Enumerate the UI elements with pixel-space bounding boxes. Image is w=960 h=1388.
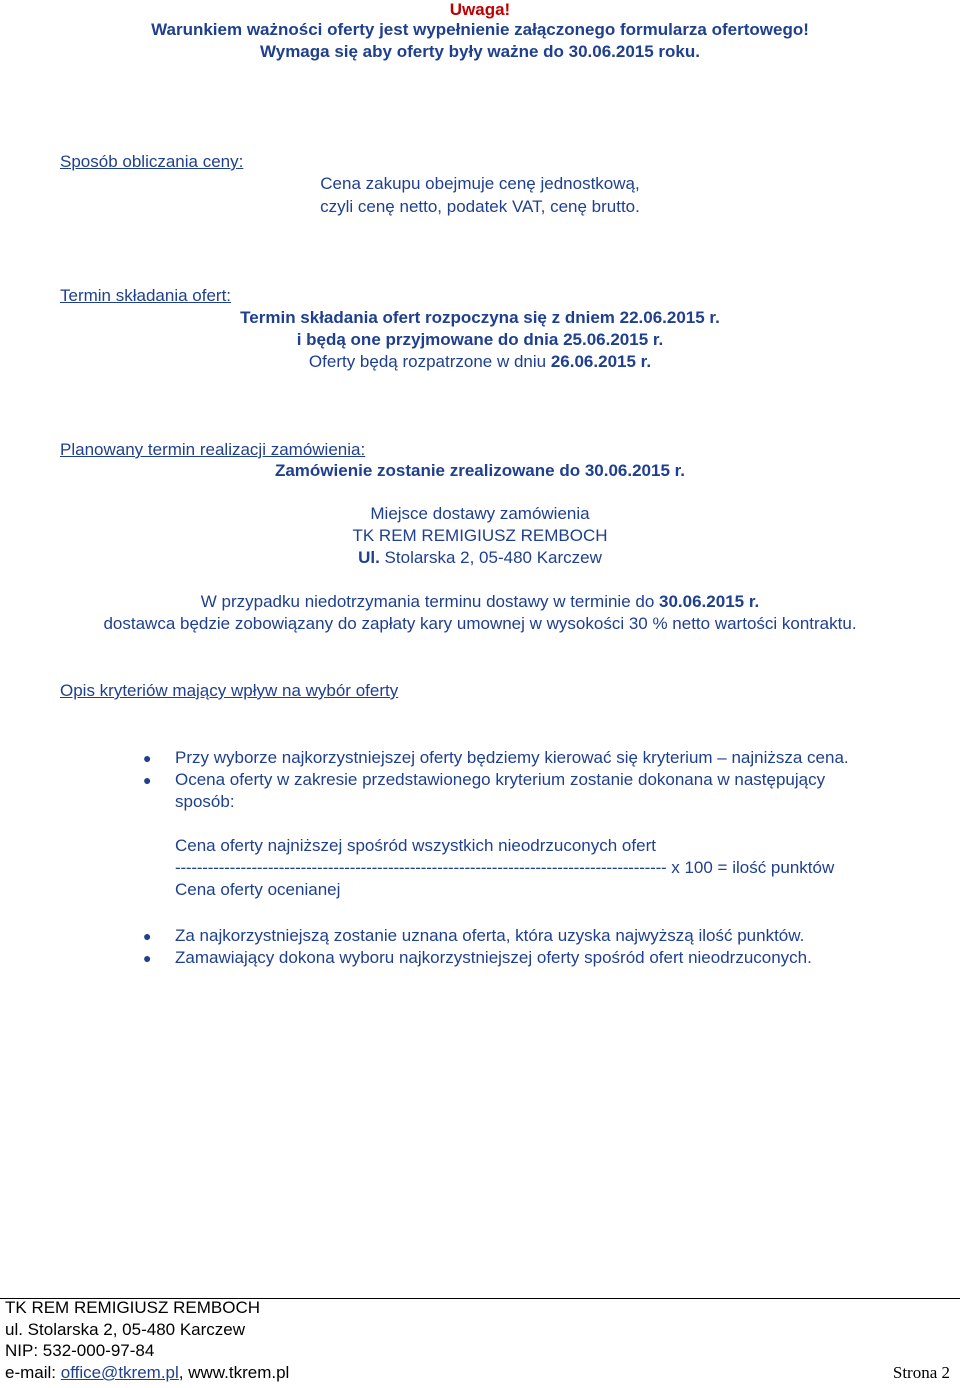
bullet-icon: ● xyxy=(143,950,152,966)
formula-numerator: Cena oferty najniższej spośród wszystkich nieodrzuconych ofert xyxy=(175,836,656,855)
notice-line-2: Wymaga się aby oferty były ważne do 30.06.2015 roku. xyxy=(260,42,700,61)
criteria-heading: Opis kryteriów mający wpływ na wybór oferty xyxy=(60,681,399,700)
page-number: Strona 2 xyxy=(892,1363,950,1382)
criteria-bullet-3: Za najkorzystniejszą zostanie uznana oferta, która uzyska najwyższą ilość punktów. xyxy=(175,926,805,945)
footer-address: ul. Stolarska 2, 05-480 Karczew xyxy=(5,1320,246,1339)
formula-denominator: Cena oferty ocenianej xyxy=(175,880,341,899)
footer-email-link[interactable]: office@tkrem.pl xyxy=(60,1363,179,1382)
realization-line-1: Zamówienie zostanie zrealizowane do 30.06.2015 r. xyxy=(274,461,686,480)
penalty-line-1 xyxy=(0,592,960,612)
delivery-company: TK REM REMIGIUSZ REMBOCH xyxy=(352,526,608,545)
deadline-heading: Termin składania ofert: xyxy=(60,286,232,305)
notice-line-1: Warunkiem ważności oferty jest wypełnienie załączonego formularza ofertowego! xyxy=(151,20,809,39)
delivery-address-prefix: Ul. xyxy=(358,548,380,567)
criteria-bullet-1: Przy wyborze najkorzystniejszej oferty będziemy kierować się kryterium – najniższa cena. xyxy=(175,748,849,767)
bullet-icon: ● xyxy=(143,772,152,788)
footer-nip: NIP: 532-000-97-84 xyxy=(5,1341,155,1360)
footer-contact xyxy=(5,1363,289,1383)
delivery-address xyxy=(0,548,960,568)
penalty-line-1-date: 30.06.2015 r. xyxy=(659,592,760,611)
bullet-icon: ● xyxy=(143,928,152,944)
formula-dashes: ------------------------------------------------------------------------------------------ xyxy=(175,858,667,877)
penalty-line-2: dostawca będzie zobowiązany do zapłaty kary umownej w wysokości 30 % netto wartości kontraktu. xyxy=(103,614,857,633)
delivery-address-text: Stolarska 2, 05-480 Karczew xyxy=(379,548,602,567)
footer-website[interactable]: www.tkrem.pl xyxy=(188,1363,290,1382)
formula-fraction-line xyxy=(175,858,834,878)
realization-heading: Planowany termin realizacji zamówienia: xyxy=(60,440,366,459)
delivery-label: Miejsce dostawy zamówienia xyxy=(370,504,590,523)
formula-result: x 100 = ilość punktów xyxy=(666,858,835,877)
criteria-bullet-2-line-2: sposób: xyxy=(175,792,235,811)
footer-company: TK REM REMIGIUSZ REMBOCH xyxy=(5,1298,261,1317)
footer-separator: , xyxy=(178,1363,189,1382)
criteria-bullet-4: Zamawiający dokona wyboru najkorzystniejszej oferty spośród ofert nieodrzuconych. xyxy=(175,948,812,967)
deadline-line-3-date: 26.06.2015 r. xyxy=(550,352,652,371)
deadline-line-3-text: Oferty będą rozpatrzone w dniu xyxy=(308,352,551,371)
deadline-line-3 xyxy=(0,352,960,372)
deadline-line-1: Termin składania ofert rozpoczyna się z dniem 22.06.2015 r. xyxy=(240,308,720,327)
notice-title: Uwaga! xyxy=(449,0,511,19)
footer-email-label: e-mail: xyxy=(5,1363,61,1382)
deadline-line-2: i będą one przyjmowane do dnia 25.06.2015 r. xyxy=(296,330,664,349)
penalty-line-1-text: W przypadku niedotrzymania terminu dostawy w terminie do xyxy=(200,592,660,611)
price-method-line-1: Cena zakupu obejmuje cenę jednostkową, xyxy=(320,174,640,193)
price-method-heading: Sposób obliczania ceny: xyxy=(60,152,244,171)
bullet-icon: ● xyxy=(143,750,152,766)
price-method-line-2: czyli cenę netto, podatek VAT, cenę brutto. xyxy=(320,197,640,216)
criteria-bullet-2-line-1: Ocena oferty w zakresie przedstawionego kryterium zostanie dokonana w następujący xyxy=(175,770,826,789)
